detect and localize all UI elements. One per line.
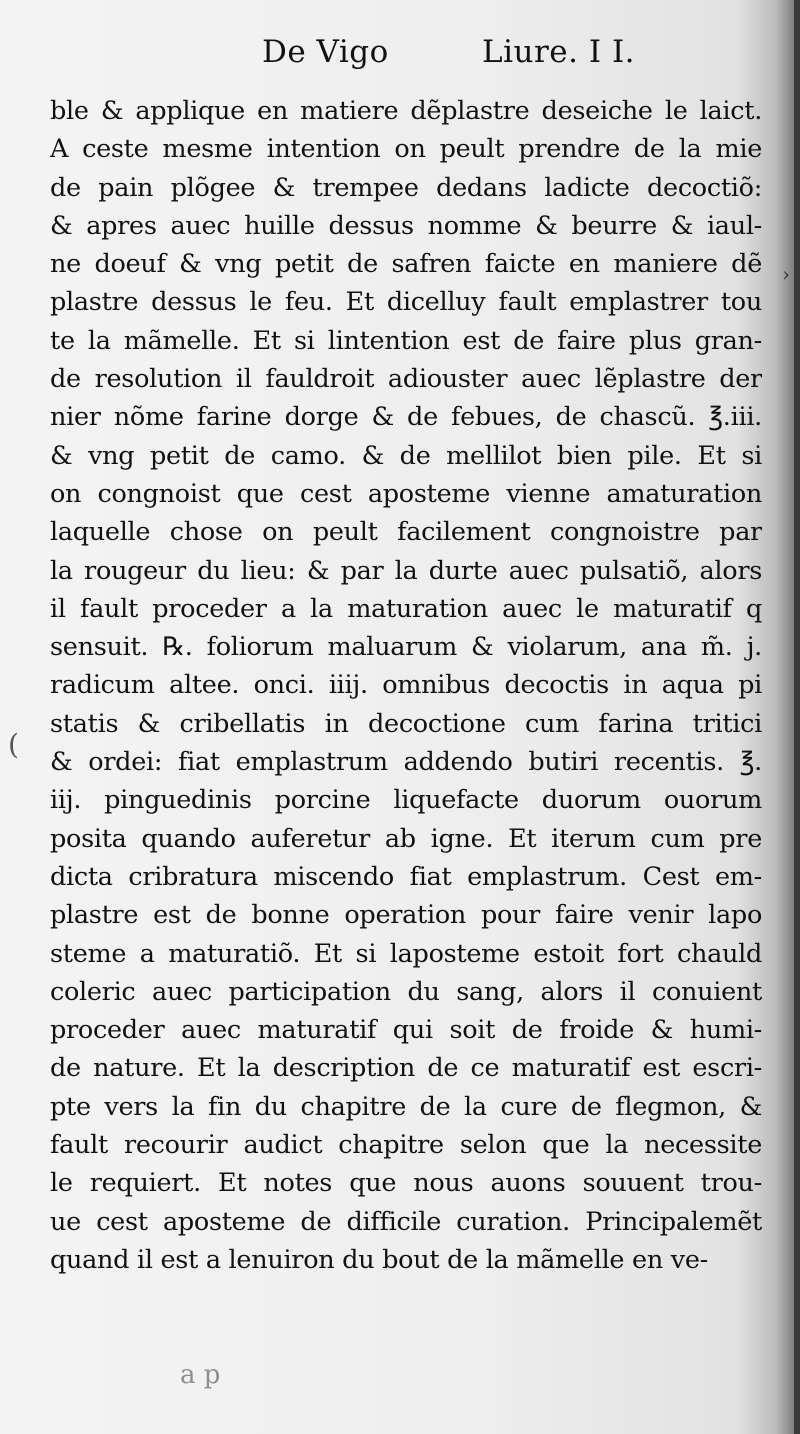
text-line: proceder auec maturatif qui soit de froide & humi- bbox=[50, 1015, 762, 1046]
text-line: sensuit. ℞. foliorum maluarum & violarum, ana m̃. j. bbox=[50, 632, 762, 663]
text-line: le requiert. Et notes que nous auons souuent trou- bbox=[50, 1168, 762, 1199]
text-line: quand il est a lenuiron du bout de la mãmelle en ve- bbox=[50, 1244, 708, 1275]
text-line: la rougeur du lieu: & par la durte auec pulsatiõ, alors bbox=[50, 555, 762, 586]
running-head-book-number: Liure. I I. bbox=[482, 34, 636, 70]
text-line: statis & cribellatis in decoctione cum farina tritici bbox=[50, 708, 762, 739]
text-line: posita quando auferetur ab igne. Et iterum cum pre bbox=[50, 823, 762, 854]
margin-mark-icon: › bbox=[782, 262, 790, 286]
text-line: coleric auec participation du sang, alors il conuient bbox=[50, 976, 762, 1007]
text-line: & vng petit de camo. & de mellilot bien pile. Et si bbox=[50, 440, 762, 471]
text-line: A ceste mesme intention on peult prendre de la mie bbox=[50, 134, 762, 165]
text-line: radicum altee. onci. iiij. omnibus decoctis in aqua pi bbox=[50, 670, 762, 701]
text-line: plastre dessus le feu. Et dicelluy fault emplastrer tou bbox=[50, 287, 762, 318]
body-text bbox=[50, 92, 762, 1279]
text-line: de pain plõgee & trempee dedans ladicte decoctiõ: bbox=[50, 172, 762, 203]
text-line: dicta cribratura miscendo fiat emplastrum. Cest em- bbox=[50, 861, 762, 892]
text-line: plastre est de bonne operation pour faire venir lapo bbox=[50, 900, 762, 931]
text-line: il fault proceder a la maturation auec le maturatif q bbox=[50, 593, 762, 624]
running-head-author: De Vigo bbox=[262, 34, 389, 70]
text-line: fault recourir audict chapitre selon que la necessite bbox=[50, 1130, 762, 1161]
text-line: pte vers la fin du chapitre de la cure de flegmon, & bbox=[50, 1091, 762, 1122]
running-head bbox=[0, 34, 800, 78]
text-line: on congnoist que cest aposteme vienne amaturation bbox=[50, 478, 762, 509]
text-line: & apres auec huille dessus nomme & beurre & iaul- bbox=[50, 210, 762, 241]
text-line: & ordei: fiat emplastrum addendo butiri recentis. ℥. bbox=[50, 747, 762, 778]
text-line: nier nõme farine dorge & de febues, de chascũ. ℥.iii. bbox=[50, 402, 762, 433]
text-line: laquelle chose on peult facilement congnoistre par bbox=[50, 517, 762, 548]
text-line: iij. pinguedinis porcine liquefacte duorum ouorum bbox=[50, 785, 762, 816]
text-line: de resolution il fauldroit adiouster auec lẽplastre der bbox=[50, 364, 762, 395]
text-line: ue cest aposteme de difficile curation. Principalemẽt bbox=[50, 1206, 762, 1237]
text-line: te la mãmelle. Et si lintention est de faire plus gran- bbox=[50, 325, 762, 356]
text-line: ble & applique en matiere dẽplastre deseiche le laict. bbox=[50, 96, 762, 126]
text-line: steme a maturatiõ. Et si laposteme estoit fort chauld bbox=[50, 938, 762, 969]
text-line: ne doeuf & vng petit de safren faicte en maniere dẽ bbox=[50, 249, 762, 280]
catchword: a p bbox=[180, 1360, 221, 1390]
text-line: de nature. Et la description de ce maturatif est escri- bbox=[50, 1053, 762, 1084]
margin-bracket-icon: ( bbox=[8, 728, 19, 761]
page-edge bbox=[794, 0, 800, 1434]
